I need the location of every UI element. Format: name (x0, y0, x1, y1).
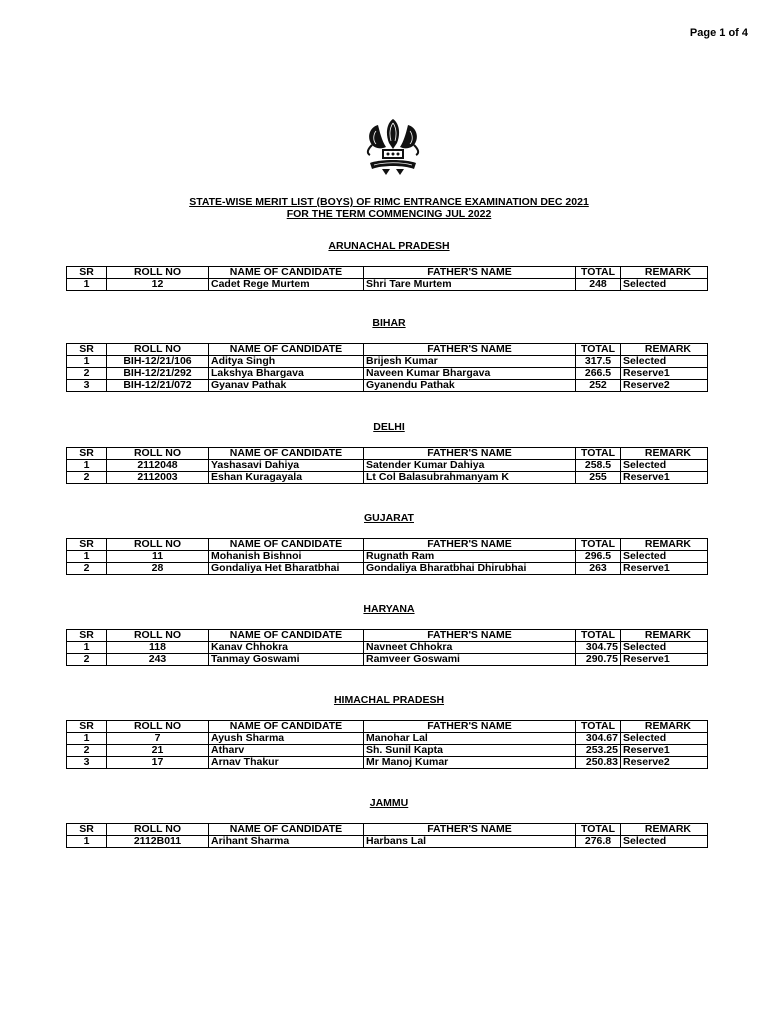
cell-total: 304.75 (576, 642, 621, 654)
cell-name: Gondaliya Het Bharatbhai (209, 563, 364, 575)
state-section-delhi (0, 421, 768, 483)
header-name: NAME OF CANDIDATE (209, 344, 364, 356)
merit-table (66, 266, 708, 291)
header-father-name: FATHER'S NAME (364, 448, 576, 460)
cell-roll-no: 118 (107, 642, 209, 654)
cell-father-name: Rugnath Ram (364, 551, 576, 563)
table-header-row (67, 267, 708, 279)
header-remark: REMARK (621, 539, 708, 551)
cell-sr: 2 (67, 563, 107, 575)
state-section-himachal-pradesh (0, 694, 768, 768)
header-roll-no: ROLL NO (107, 267, 209, 279)
table-header-row (67, 721, 708, 733)
cell-sr: 2 (67, 745, 107, 757)
cell-sr: 1 (67, 836, 107, 848)
cell-total: 276.8 (576, 836, 621, 848)
cell-total: 304.67 (576, 733, 621, 745)
table-row (67, 368, 708, 380)
header-remark: REMARK (621, 721, 708, 733)
cell-total: 317.5 (576, 356, 621, 368)
table-header-row (67, 344, 708, 356)
table-row (67, 733, 708, 745)
header-remark: REMARK (621, 448, 708, 460)
header-father-name: FATHER'S NAME (364, 267, 576, 279)
table-row (67, 356, 708, 368)
page-number: Page 1 of 4 (689, 27, 748, 39)
cell-remark: Reserve1 (621, 368, 708, 380)
merit-table (66, 629, 708, 666)
cell-name: Lakshya Bhargava (209, 368, 364, 380)
rimc-crest-emblem (360, 113, 426, 179)
cell-total: 263 (576, 563, 621, 575)
cell-name: Tanmay Goswami (209, 654, 364, 666)
document-title-line-1: STATE-WISE MERIT LIST (BOYS) OF RIMC ENTRANCE EXAMINATION DEC 2021 (189, 196, 589, 208)
cell-roll-no: 21 (107, 745, 209, 757)
cell-name: Gyanav Pathak (209, 380, 364, 392)
cell-roll-no: 2112048 (107, 460, 209, 472)
cell-name: Arihant Sharma (209, 836, 364, 848)
cell-sr: 1 (67, 642, 107, 654)
header-sr: SR (67, 630, 107, 642)
cell-roll-no: 7 (107, 733, 209, 745)
cell-sr: 3 (67, 380, 107, 392)
state-heading: BIHAR (372, 317, 406, 329)
cell-total: 266.5 (576, 368, 621, 380)
cell-father-name: Naveen Kumar Bhargava (364, 368, 576, 380)
cell-remark: Selected (621, 460, 708, 472)
cell-remark: Reserve1 (621, 472, 708, 484)
state-heading: GUJARAT (364, 512, 414, 524)
cell-roll-no: 17 (107, 757, 209, 769)
cell-remark: Selected (621, 356, 708, 368)
state-heading: JAMMU (369, 797, 409, 809)
cell-father-name: Shri Tare Murtem (364, 279, 576, 291)
table-row (67, 460, 708, 472)
header-father-name: FATHER'S NAME (364, 539, 576, 551)
header-total: TOTAL (576, 824, 621, 836)
cell-roll-no: 243 (107, 654, 209, 666)
cell-remark: Selected (621, 551, 708, 563)
cell-sr: 2 (67, 654, 107, 666)
cell-father-name: Gondaliya Bharatbhai Dhirubhai (364, 563, 576, 575)
state-section-arunachal-pradesh (0, 240, 768, 290)
cell-sr: 1 (67, 279, 107, 291)
cell-name: Ayush Sharma (209, 733, 364, 745)
cell-total: 258.5 (576, 460, 621, 472)
cell-remark: Reserve1 (621, 654, 708, 666)
table-row (67, 380, 708, 392)
header-roll-no: ROLL NO (107, 539, 209, 551)
header-name: NAME OF CANDIDATE (209, 539, 364, 551)
table-header-row (67, 539, 708, 551)
cell-roll-no: 2112003 (107, 472, 209, 484)
cell-name: Cadet Rege Murtem (209, 279, 364, 291)
merit-table (66, 823, 708, 848)
cell-name: Yashasavi Dahiya (209, 460, 364, 472)
table-row (67, 757, 708, 769)
header-total: TOTAL (576, 539, 621, 551)
cell-remark: Reserve2 (621, 757, 708, 769)
header-total: TOTAL (576, 267, 621, 279)
header-name: NAME OF CANDIDATE (209, 630, 364, 642)
cell-total: 252 (576, 380, 621, 392)
header-name: NAME OF CANDIDATE (209, 267, 364, 279)
table-row (67, 563, 708, 575)
state-heading: HARYANA (363, 603, 415, 615)
merit-table (66, 720, 708, 769)
header-name: NAME OF CANDIDATE (209, 721, 364, 733)
table-header-row (67, 448, 708, 460)
table-header-row (67, 824, 708, 836)
state-section-haryana (0, 603, 768, 665)
state-section-bihar (0, 317, 768, 391)
header-sr: SR (67, 267, 107, 279)
cell-sr: 2 (67, 472, 107, 484)
header-roll-no: ROLL NO (107, 344, 209, 356)
cell-sr: 3 (67, 757, 107, 769)
cell-total: 250.83 (576, 757, 621, 769)
header-roll-no: ROLL NO (107, 448, 209, 460)
cell-total: 296.5 (576, 551, 621, 563)
header-sr: SR (67, 539, 107, 551)
cell-name: Eshan Kuragayala (209, 472, 364, 484)
state-heading: ARUNACHAL PRADESH (328, 240, 450, 252)
header-roll-no: ROLL NO (107, 630, 209, 642)
header-father-name: FATHER'S NAME (364, 344, 576, 356)
table-row (67, 745, 708, 757)
header-roll-no: ROLL NO (107, 721, 209, 733)
cell-name: Mohanish Bishnoi (209, 551, 364, 563)
merit-table (66, 538, 708, 575)
cell-father-name: Gyanendu Pathak (364, 380, 576, 392)
cell-father-name: Brijesh Kumar (364, 356, 576, 368)
header-total: TOTAL (576, 448, 621, 460)
merit-table (66, 447, 708, 484)
cell-remark: Reserve1 (621, 745, 708, 757)
cell-name: Aditya Singh (209, 356, 364, 368)
header-father-name: FATHER'S NAME (364, 824, 576, 836)
cell-father-name: Lt Col Balasubrahmanyam K (364, 472, 576, 484)
document-title-line-2: FOR THE TERM COMMENCING JUL 2022 (286, 208, 492, 220)
cell-total: 255 (576, 472, 621, 484)
header-sr: SR (67, 448, 107, 460)
cell-roll-no: BIH-12/21/292 (107, 368, 209, 380)
cell-roll-no: 12 (107, 279, 209, 291)
table-row (67, 279, 708, 291)
cell-remark: Selected (621, 279, 708, 291)
cell-roll-no: 28 (107, 563, 209, 575)
header-sr: SR (67, 344, 107, 356)
cell-father-name: Mr Manoj Kumar (364, 757, 576, 769)
cell-sr: 1 (67, 356, 107, 368)
merit-table (66, 343, 708, 392)
table-header-row (67, 630, 708, 642)
state-section-gujarat (0, 512, 768, 574)
state-section-jammu (0, 797, 768, 847)
cell-total: 248 (576, 279, 621, 291)
cell-name: Atharv (209, 745, 364, 757)
cell-remark: Selected (621, 836, 708, 848)
cell-roll-no: BIH-12/21/106 (107, 356, 209, 368)
header-sr: SR (67, 721, 107, 733)
cell-father-name: Harbans Lal (364, 836, 576, 848)
header-roll-no: ROLL NO (107, 824, 209, 836)
table-row (67, 654, 708, 666)
cell-total: 253.25 (576, 745, 621, 757)
table-row (67, 551, 708, 563)
state-heading: HIMACHAL PRADESH (333, 694, 445, 706)
cell-roll-no: 11 (107, 551, 209, 563)
cell-sr: 1 (67, 733, 107, 745)
header-name: NAME OF CANDIDATE (209, 448, 364, 460)
cell-remark: Selected (621, 733, 708, 745)
cell-remark: Reserve2 (621, 380, 708, 392)
header-father-name: FATHER'S NAME (364, 630, 576, 642)
cell-name: Kanav Chhokra (209, 642, 364, 654)
header-remark: REMARK (621, 824, 708, 836)
table-row (67, 642, 708, 654)
cell-roll-no: BIH-12/21/072 (107, 380, 209, 392)
header-total: TOTAL (576, 630, 621, 642)
cell-father-name: Satender Kumar Dahiya (364, 460, 576, 472)
cell-father-name: Ramveer Goswami (364, 654, 576, 666)
header-total: TOTAL (576, 721, 621, 733)
header-remark: REMARK (621, 344, 708, 356)
cell-sr: 1 (67, 551, 107, 563)
header-father-name: FATHER'S NAME (364, 721, 576, 733)
header-sr: SR (67, 824, 107, 836)
cell-father-name: Sh. Sunil Kapta (364, 745, 576, 757)
cell-total: 290.75 (576, 654, 621, 666)
cell-remark: Selected (621, 642, 708, 654)
cell-remark: Reserve1 (621, 563, 708, 575)
table-row (67, 836, 708, 848)
header-remark: REMARK (621, 267, 708, 279)
state-heading: DELHI (373, 421, 405, 433)
cell-sr: 1 (67, 460, 107, 472)
header-name: NAME OF CANDIDATE (209, 824, 364, 836)
header-total: TOTAL (576, 344, 621, 356)
cell-sr: 2 (67, 368, 107, 380)
header-remark: REMARK (621, 630, 708, 642)
cell-father-name: Navneet Chhokra (364, 642, 576, 654)
cell-roll-no: 2112B011 (107, 836, 209, 848)
cell-father-name: Manohar Lal (364, 733, 576, 745)
table-row (67, 472, 708, 484)
cell-name: Arnav Thakur (209, 757, 364, 769)
